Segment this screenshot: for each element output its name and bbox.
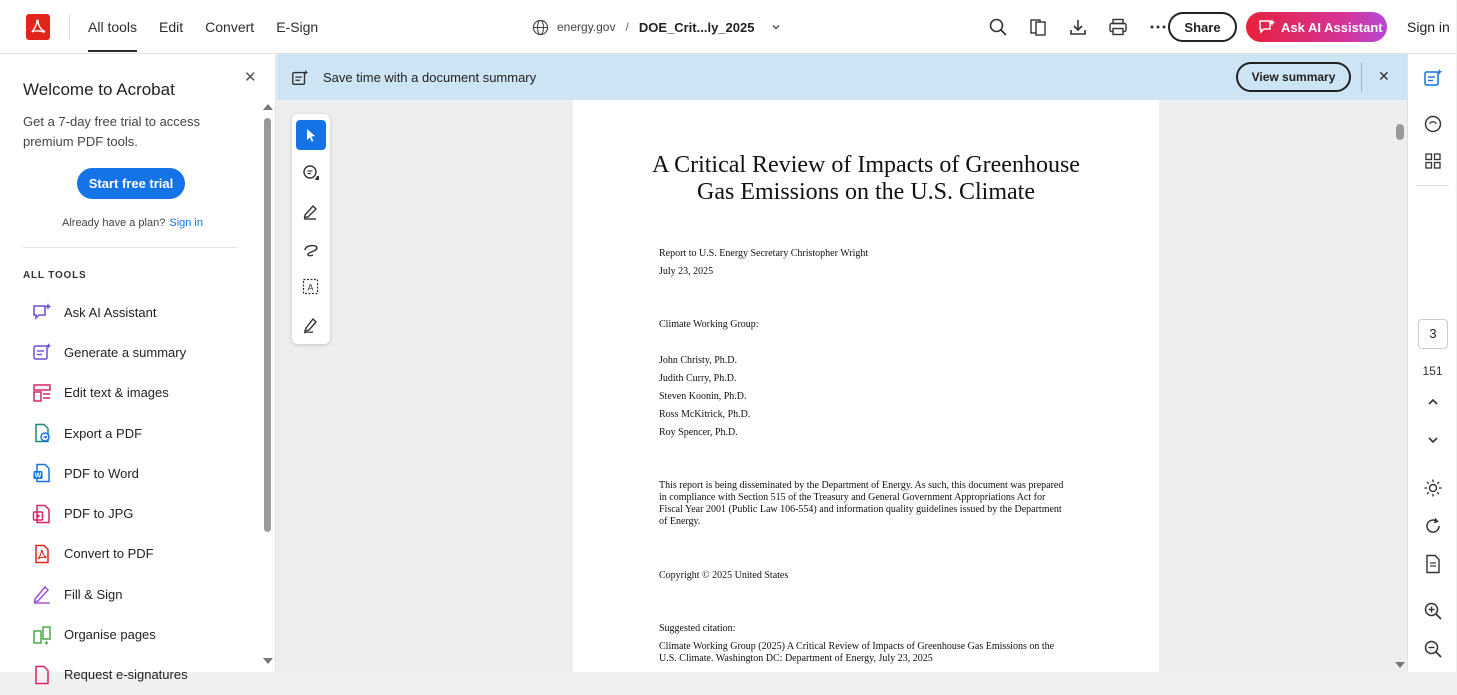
select-tool-icon[interactable] (296, 120, 326, 150)
svg-text:A: A (307, 282, 314, 293)
tool-item-generate-summary[interactable] (32, 332, 188, 372)
tab-edit[interactable]: Edit (159, 19, 184, 35)
ai-assistant-icon (32, 302, 52, 322)
banner-text: Save time with a document summary (323, 70, 537, 85)
scroll-down-arrow-icon[interactable] (1395, 662, 1405, 668)
tab-all-tools[interactable]: All tools (88, 0, 137, 54)
highlight-tool-icon[interactable] (296, 196, 326, 226)
top-bar (0, 0, 1456, 54)
svg-text:W: W (34, 472, 42, 480)
main-nav (88, 0, 318, 54)
zoom-out-icon[interactable] (1421, 637, 1445, 661)
tool-label: Generate a summary (64, 344, 187, 360)
acrobat-logo-icon[interactable] (26, 14, 50, 40)
sign-in-link[interactable]: Sign in (1407, 19, 1450, 35)
tool-label: Export a PDF (64, 425, 143, 441)
author: Roy Spencer, Ph.D. (659, 427, 738, 438)
print-icon[interactable] (1106, 15, 1130, 39)
plan-sign-in-link[interactable]: Sign in (169, 217, 203, 229)
organise-icon (32, 625, 52, 645)
tools-panel (0, 54, 276, 683)
ai-chat-icon (1258, 18, 1276, 36)
scroll-thumb[interactable] (264, 118, 271, 532)
tool-item-ask-ai-assistant[interactable] (32, 292, 188, 332)
ask-ai-assistant-label: Ask AI Assistant (1281, 19, 1383, 35)
current-page-input[interactable]: 3 (1418, 319, 1448, 349)
dissemination-line: This report is being disseminated by the Department of Energy. As such, this document was prepared (659, 480, 1064, 491)
tool-item-request-signatures[interactable] (32, 655, 188, 695)
tool-list (32, 292, 188, 695)
tool-item-export-pdf[interactable] (32, 413, 188, 453)
author: Judith Curry, Ph.D. (659, 373, 737, 384)
plan-text-line (62, 217, 203, 229)
banner-divider (1361, 62, 1362, 92)
group-label: Climate Working Group: (659, 319, 759, 330)
panel-scrollbar[interactable] (262, 104, 272, 664)
scroll-down-arrow-icon[interactable] (263, 658, 273, 664)
chevron-down-icon[interactable] (1421, 428, 1445, 452)
tool-item-pdf-to-jpg[interactable] (32, 493, 188, 533)
site-name[interactable]: energy.gov (557, 20, 616, 34)
citation-label: Suggested citation: (659, 623, 736, 634)
sign-tool-icon[interactable] (296, 310, 326, 340)
fill-sign-icon (32, 584, 52, 604)
tab-convert[interactable]: Convert (205, 19, 255, 35)
tool-label: Edit text & images (64, 385, 169, 401)
chevron-down-icon[interactable] (770, 21, 782, 33)
page-info-icon[interactable] (1421, 552, 1445, 576)
author: Steven Koonin, Ph.D. (659, 391, 747, 402)
text-box-tool-icon[interactable] (296, 272, 326, 302)
close-icon[interactable]: ✕ (244, 69, 257, 86)
dissemination-line: of Energy. (659, 516, 701, 527)
tool-label: PDF to Word (64, 465, 139, 481)
summary-panel-icon[interactable] (1421, 66, 1445, 90)
ask-ai-assistant-button[interactable] (1246, 12, 1387, 42)
document-title (573, 152, 1159, 206)
panel-title: Welcome to Acrobat (23, 80, 175, 99)
header-divider (69, 14, 70, 40)
summary-icon (291, 69, 309, 92)
brightness-icon[interactable] (1421, 476, 1445, 500)
word-icon (32, 463, 52, 483)
share-button[interactable]: Share (1168, 12, 1237, 42)
tool-item-fill-sign[interactable] (32, 574, 188, 614)
title-line: Gas Emissions on the U.S. Climate (697, 179, 1035, 205)
panel-description: Get a 7-day free trial to access premium PDF tools. (23, 114, 201, 149)
convert-pdf-icon (32, 544, 52, 564)
jpg-icon (32, 504, 52, 524)
rail-divider (1416, 185, 1449, 186)
request-signature-icon (32, 665, 52, 685)
scroll-up-arrow-icon[interactable] (263, 104, 273, 110)
tool-label: PDF to JPG (64, 506, 134, 522)
dissemination-line: in compliance with Section 515 of the Treasury and General Government Appropriations Act for (659, 492, 1046, 503)
copyright: Copyright © 2025 United States (659, 570, 789, 581)
citation-line: Climate Working Group (2025) A Critical Review of Impacts of Greenhouse Gas Emissions on the (659, 641, 1055, 652)
plan-text: Already have a plan? (62, 217, 166, 229)
tool-item-convert-to-pdf[interactable] (32, 534, 188, 574)
edit-text-icon (32, 383, 52, 403)
download-icon[interactable] (1066, 15, 1090, 39)
view-summary-button[interactable]: View summary (1236, 62, 1351, 92)
tool-label: Organise pages (64, 627, 156, 643)
summary-icon (32, 342, 52, 362)
grid-icon[interactable] (1421, 149, 1445, 173)
tool-item-edit-text-images[interactable] (32, 373, 188, 413)
tool-label: Ask AI Assistant (64, 304, 157, 320)
panel-divider (23, 247, 237, 248)
summary-banner (277, 54, 1407, 100)
total-pages: 151 (1422, 364, 1443, 378)
zoom-in-icon[interactable] (1421, 599, 1445, 623)
breadcrumb-separator: / (625, 20, 629, 34)
export-pdf-icon (32, 423, 52, 443)
tool-label: Convert to PDF (64, 546, 154, 562)
citation-line: U.S. Climate. Washington DC: Department of Energy, July 23, 2025 (659, 653, 933, 664)
tool-label: Request e-signatures (64, 667, 188, 683)
close-icon[interactable]: ✕ (1378, 68, 1390, 84)
start-free-trial-button[interactable]: Start free trial (77, 168, 185, 199)
author: John Christy, Ph.D. (659, 355, 737, 366)
author: Ross McKitrick, Ph.D. (659, 409, 751, 420)
document-scrollbar[interactable] (1395, 120, 1405, 668)
floating-toolbar (292, 114, 330, 344)
pages-icon[interactable] (1026, 15, 1050, 39)
scroll-thumb[interactable] (1396, 124, 1404, 140)
tab-e-sign[interactable]: E-Sign (276, 19, 319, 35)
report-to: Report to U.S. Energy Secretary Christopher Wright (659, 248, 869, 259)
comments-icon[interactable] (1421, 112, 1445, 136)
comment-tool-icon[interactable] (296, 158, 326, 188)
section-label: ALL TOOLS (23, 270, 87, 281)
draw-tool-icon[interactable] (296, 234, 326, 264)
tool-item-organise-pages[interactable] (32, 614, 188, 654)
title-line: A Critical Review of Impacts of Greenhouse (652, 152, 1080, 178)
rotate-icon[interactable] (1421, 514, 1445, 538)
right-rail (1407, 54, 1456, 672)
toolbar-icons (986, 15, 1170, 39)
dissemination-line: Fiscal Year 2001 (Public Law 106-554) and information quality guidelines issued by the Department (659, 504, 1062, 515)
chevron-up-icon[interactable] (1421, 390, 1445, 414)
globe-icon (532, 19, 549, 36)
tool-label: Fill & Sign (64, 586, 123, 602)
search-icon[interactable] (986, 15, 1010, 39)
more-icon[interactable] (1146, 15, 1170, 39)
file-name[interactable]: DOE_Crit...ly_2025 (638, 19, 755, 35)
report-date: July 23, 2025 (659, 266, 714, 277)
pdf-page (573, 100, 1159, 672)
breadcrumb (532, 0, 782, 54)
tool-item-pdf-to-word[interactable] (32, 453, 188, 493)
document-viewer (277, 100, 1407, 672)
